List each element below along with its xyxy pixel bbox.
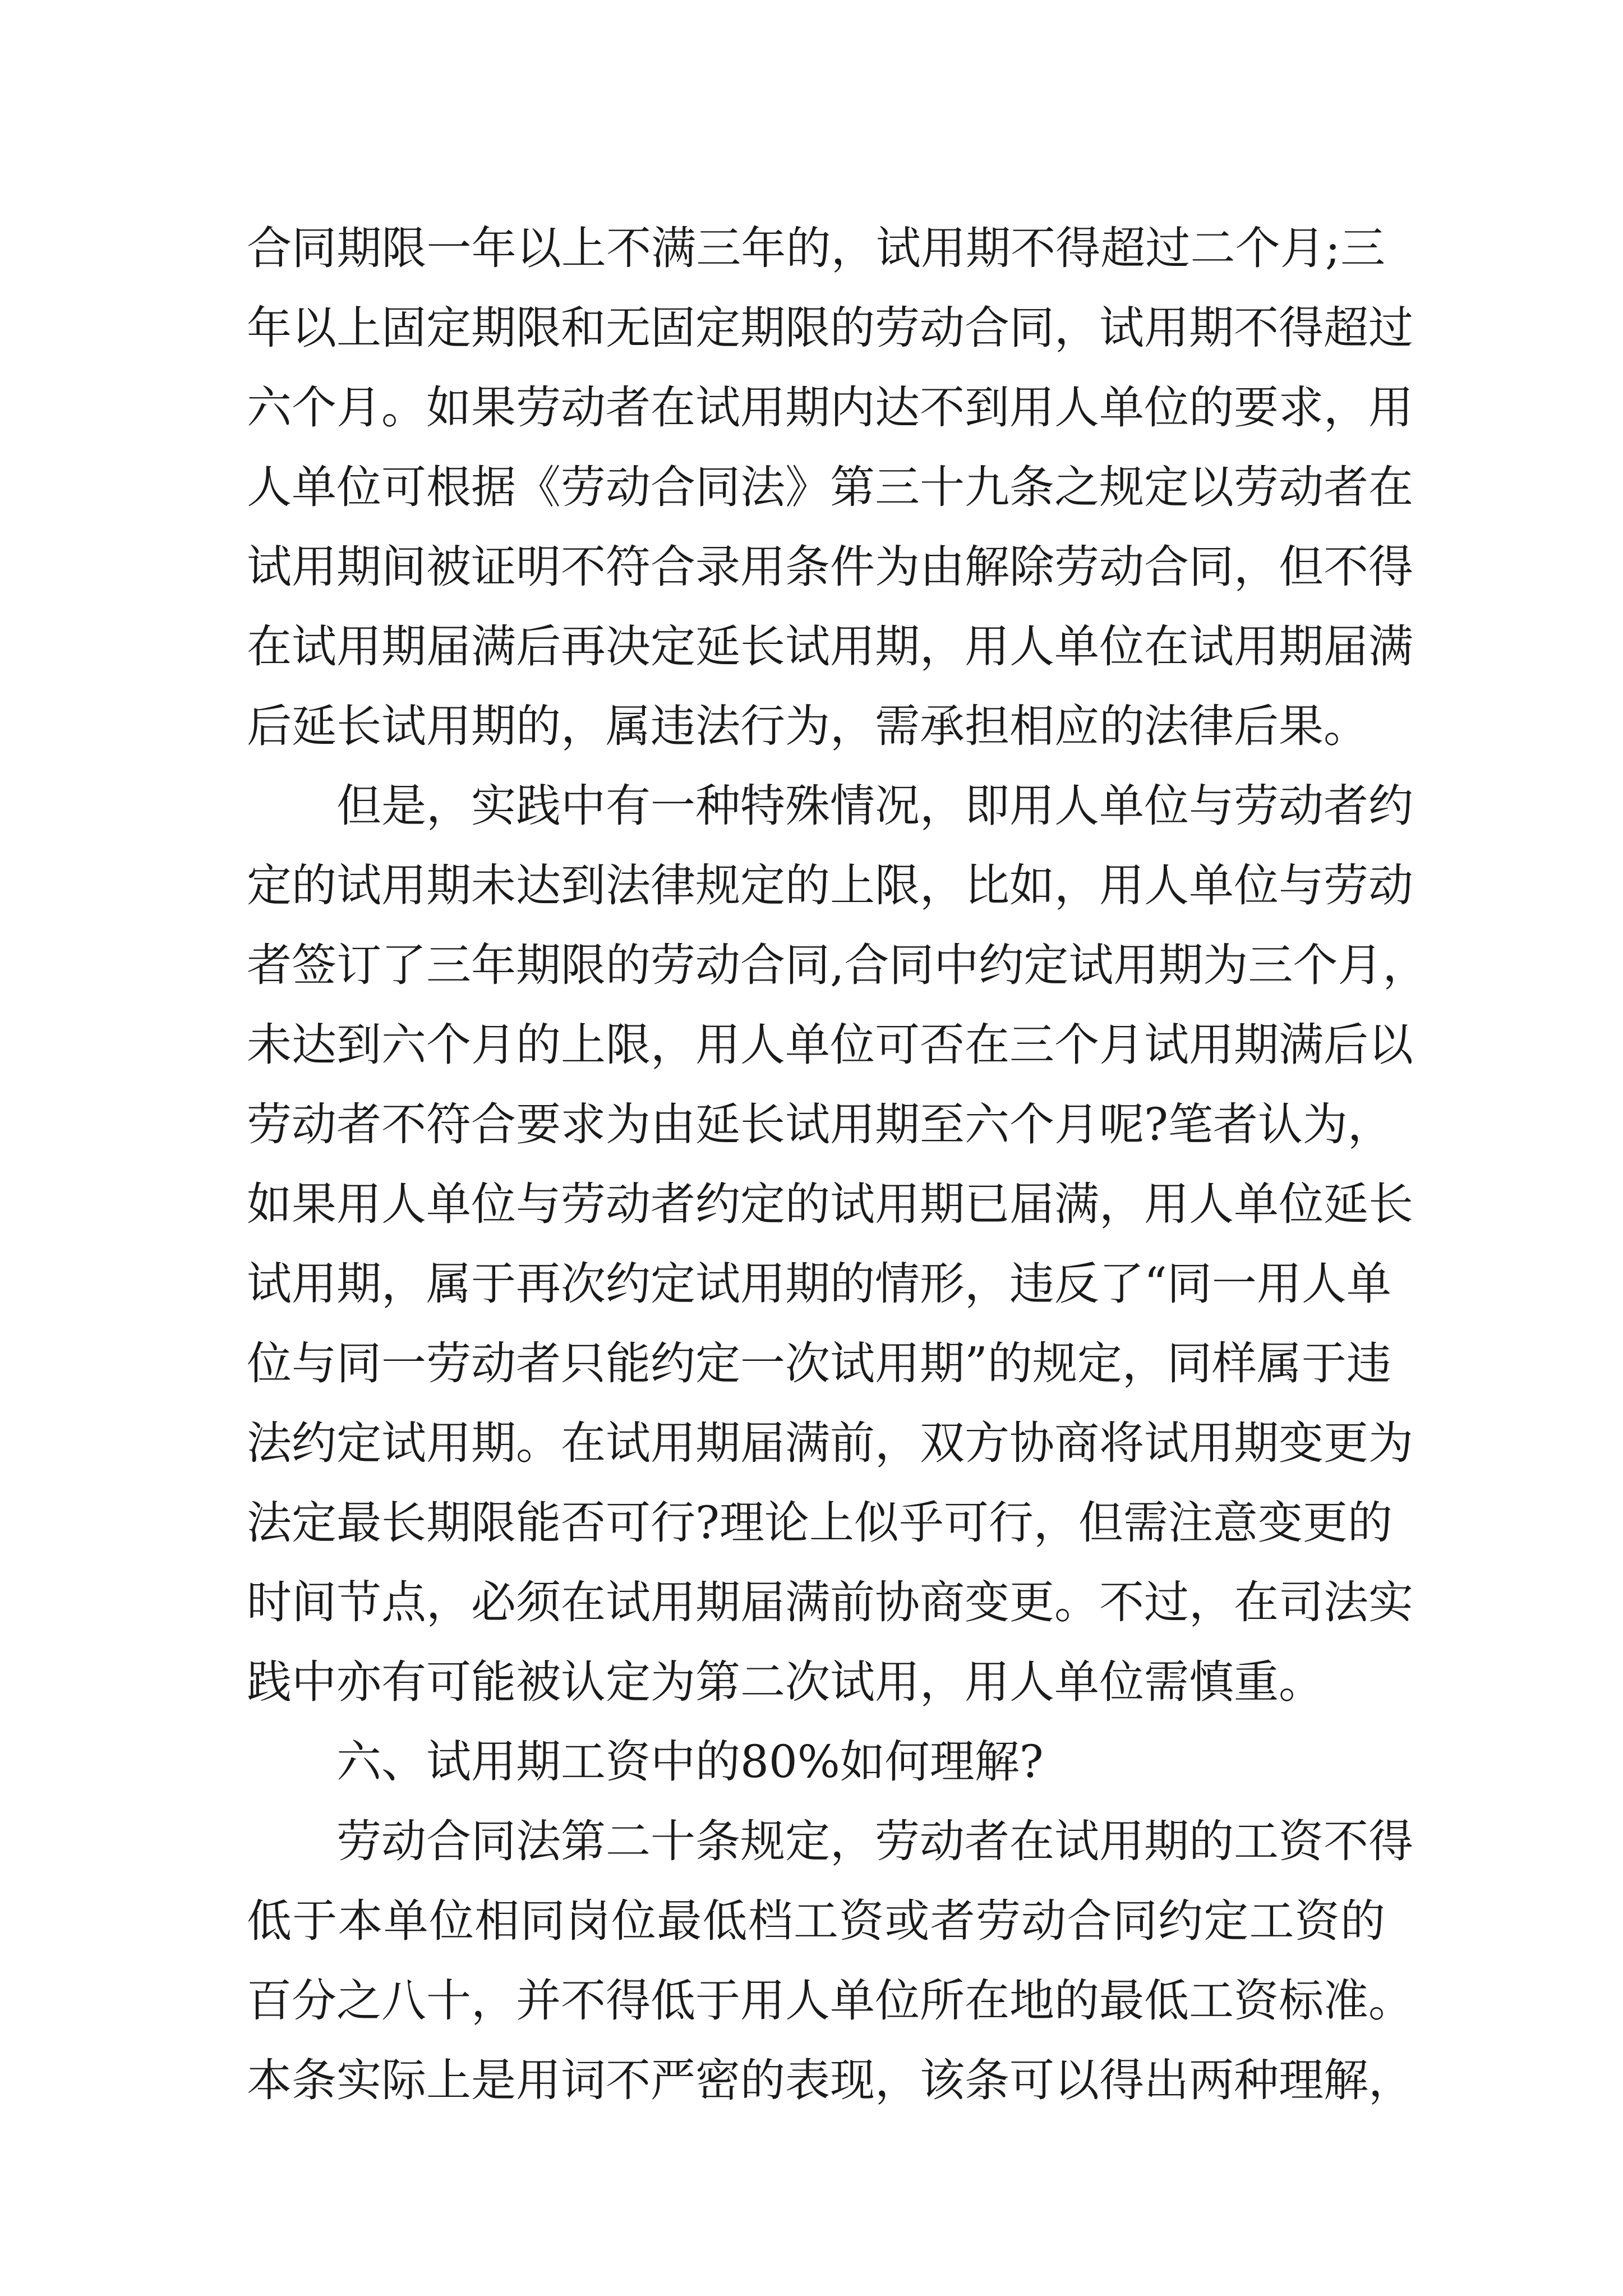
text-line: 法定最长期限能否可行?理论上似乎可行，但需注意变更的 [247, 1497, 1393, 1549]
text-line: 未达到六个月的上限，用人单位可否在三个月试用期满后以 [247, 1019, 1413, 1071]
text-line: 时间节点，必须在试用期届满前协商变更。不过，在司法实 [247, 1576, 1413, 1628]
text-line: 者签订了三年期限的劳动合同,合同中约定试用期为三个月， [247, 939, 1428, 991]
text-line: 如果用人单位与劳动者约定的试用期已届满，用人单位延长 [247, 1178, 1413, 1230]
text-line: 劳动合同法第二十条规定，劳动者在试用期的工资不得 [336, 1815, 1413, 1867]
text-line: 人单位可根据《劳动合同法》第三十九条之规定以劳动者在 [247, 461, 1413, 513]
text-line: 本条实际上是用词不严密的表现，该条可以得出两种理解， [247, 2054, 1413, 2106]
text-line: 在试用期届满后再决定延长试用期，用人单位在试用期届满 [247, 620, 1413, 673]
text-line: 定的试用期未达到法律规定的上限，比如，用人单位与劳动 [247, 859, 1413, 912]
text-line: 年以上固定期限和无固定期限的劳动合同，试用期不得超过 [247, 302, 1413, 354]
document-body [247, 209, 1428, 2120]
text-line: 践中亦有可能被认定为第二次试用，用人单位需慎重。 [247, 1656, 1324, 1708]
text-line: 合同期限一年以上不满三年的，试用期不得超过二个月;三 [247, 222, 1385, 274]
section-heading: 六、试用期工资中的80%如何理解? [336, 1736, 1044, 1788]
text-line: 六个月。如果劳动者在试用期内达不到用人单位的要求，用 [247, 381, 1413, 434]
text-line: 后延长试用期的，属违法行为，需承担相应的法律后果。 [247, 700, 1368, 752]
text-line: 位与同一劳动者只能约定一次试用期”的规定，同样属于违 [247, 1337, 1391, 1389]
text-line: 百分之八十，并不得低于用人单位所在地的最低工资标准。 [247, 1975, 1413, 2027]
text-line: 低于本单位相同岗位最低档工资或者劳动合同约定工资的 [247, 1895, 1385, 1947]
text-line: 试用期，属于再次约定试用期的情形，违反了“同一用人单 [247, 1258, 1391, 1310]
text-line: 法约定试用期。在试用期届满前，双方协商将试用期变更为 [247, 1417, 1413, 1469]
text-line: 但是，实践中有一种特殊情况，即用人单位与劳动者约 [336, 780, 1413, 832]
text-line: 试用期间被证明不符合录用条件为由解除劳动合同，但不得 [247, 541, 1413, 593]
text-line: 劳动者不符合要求为由延长试用期至六个月呢?笔者认为， [247, 1098, 1393, 1151]
